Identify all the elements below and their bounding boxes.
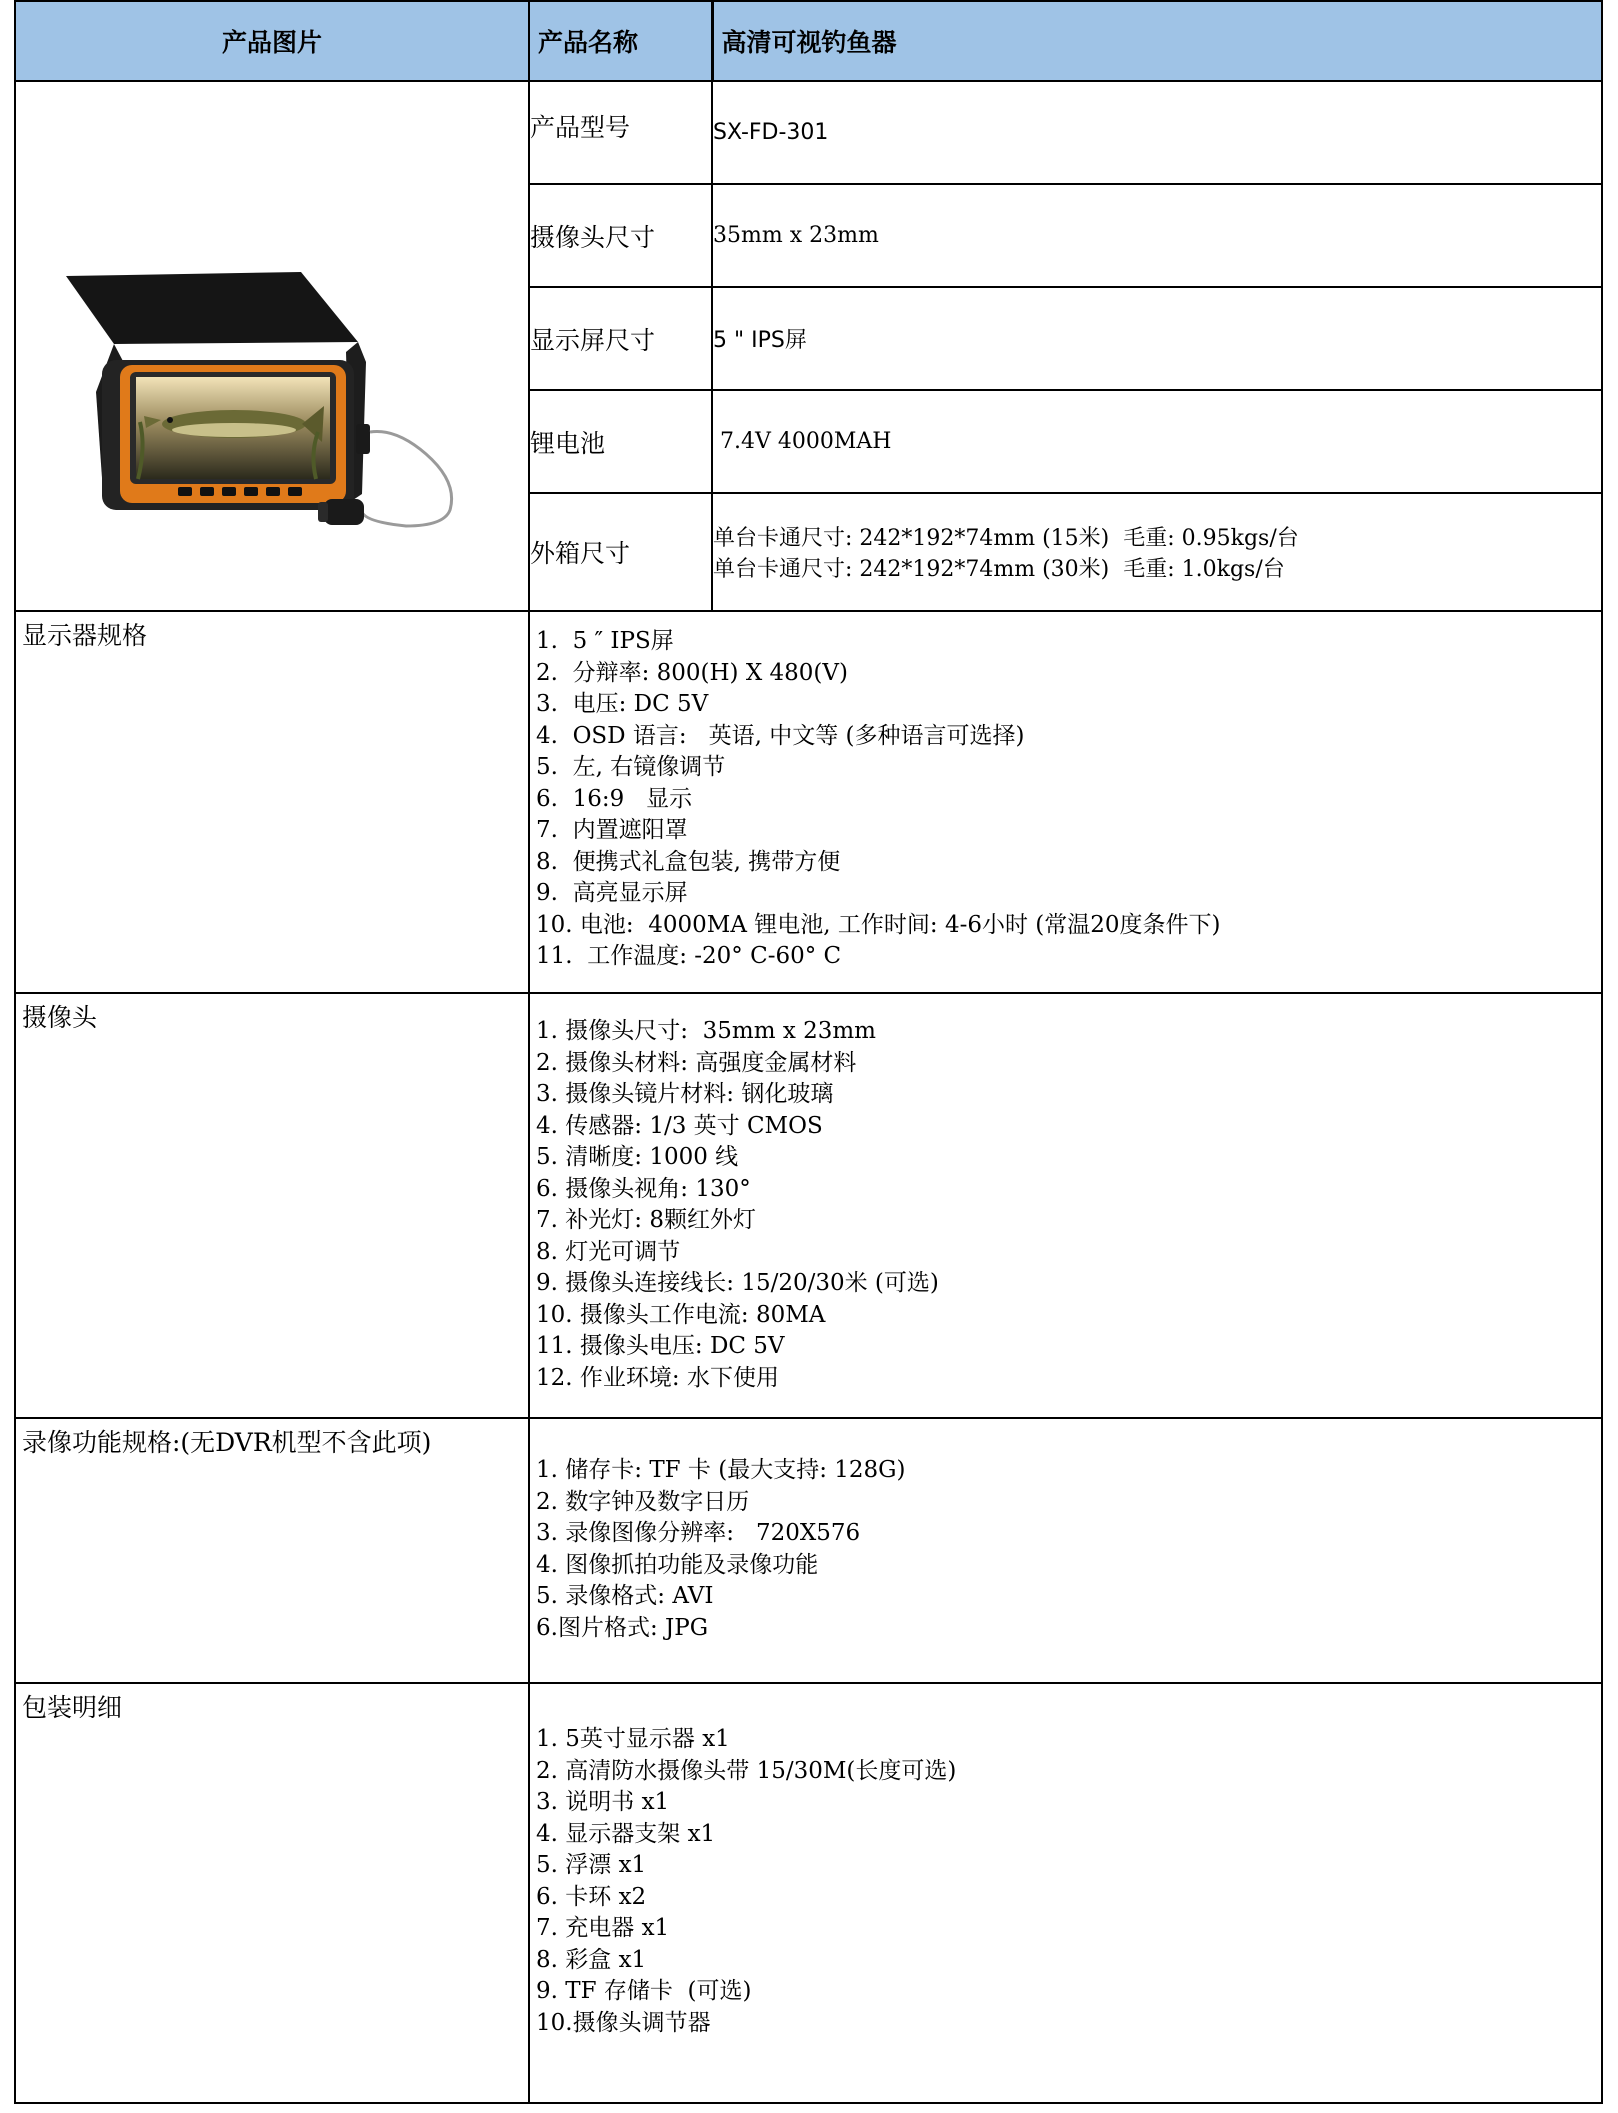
list-item: 2. 数字钟及数字日历 [536,1488,750,1515]
list-item: 4. OSD 语言: 英语, 中文等 (多种语言可选择) [536,722,1025,749]
section-title-packing: 包装明细 [15,1683,529,2103]
list-item: 3. 说明书 x1 [536,1789,670,1815]
box-size-line: 单台卡通尺寸: 242*192*74mm (15米) 毛重: 0.95kgs/台 [713,526,1299,551]
list-item: 3. 摄像头镜片材料: 钢化玻璃 [536,1081,834,1107]
list-item: 7. 充电器 x1 [536,1915,670,1941]
list-item: 5. 左, 右镜像调节 [536,754,726,780]
spec-sheet [14,0,1601,2104]
spec-value-camera-size: 35mm x 23mm [712,184,1602,287]
list-item: 6. 16:9 显示 [536,785,693,812]
list-item: 11. 摄像头电压: DC 5V [536,1333,785,1359]
spec-label-box-size: 外箱尺寸 [529,493,712,611]
list-item: 5. 录像格式: AVI [536,1583,714,1609]
list-item: 2. 高清防水摄像头带 15/30M(长度可选) [536,1757,957,1784]
spec-label-model: 产品型号 [529,81,712,184]
product-photo [66,192,486,532]
section-title-recording: 录像功能规格:(无DVR机型不含此项) [15,1418,529,1683]
list-item: 9. 高亮显示屏 [536,880,688,906]
list-item: 8. 便携式礼盒包装, 携带方便 [536,848,841,875]
section-title-display: 显示器规格 [15,611,529,993]
section-packing [15,1683,1602,2103]
spec-value-screen-size: 5 " IPS屏 [712,287,1602,390]
header-name-label: 产品名称 [529,1,712,81]
list-item: 6. 摄像头视角: 130° [536,1175,751,1202]
list-item: 6.图片格式: JPG [536,1614,709,1641]
section-list-recording [529,1418,1602,1683]
list-item: 7. 内置遮阳罩 [536,817,688,843]
section-list-display [529,611,1602,993]
section-title-camera: 摄像头 [15,993,529,1418]
box-size-line: 单台卡通尺寸: 242*192*74mm (30米) 毛重: 1.0kgs/台 [713,557,1285,582]
list-item: 6. 卡环 x2 [536,1883,647,1910]
list-item: 4. 显示器支架 x1 [536,1820,716,1847]
list-item: 9. TF 存储卡 (可选) [536,1978,752,2004]
list-item: 10. 电池: 4000MA 锂电池, 工作时间: 4-6小时 (常温20度条件下) [536,911,1221,938]
section-camera [15,993,1602,1418]
section-list-camera [529,993,1602,1418]
spec-table [14,0,1603,2104]
spec-row-model [15,81,1602,184]
list-item: 5. 清晰度: 1000 线 [536,1144,739,1170]
list-item: 3. 电压: DC 5V [536,691,709,717]
spec-label-screen-size: 显示屏尺寸 [529,287,712,390]
product-photo-cell [15,81,529,611]
list-item: 11. 工作温度: -20° C-60° C [536,943,842,969]
header-row [15,1,1602,81]
header-photo-label: 产品图片 [15,1,529,81]
list-item: 7. 补光灯: 8颗红外灯 [536,1207,756,1233]
section-list-packing [529,1683,1602,2103]
list-item: 10.摄像头调节器 [536,2009,711,2036]
section-recording [15,1418,1602,1683]
spec-value-battery: 7.4V 4000MAH [712,390,1602,493]
list-item: 8. 彩盒 x1 [536,1946,647,1973]
list-item: 12. 作业环境: 水下使用 [536,1364,779,1391]
list-item: 10. 摄像头工作电流: 80MA [536,1301,826,1328]
spec-value-model: SX-FD-301 [712,81,1602,184]
spec-label-battery: 锂电池 [529,390,712,493]
list-item: 5. 浮漂 x1 [536,1852,647,1878]
list-item: 9. 摄像头连接线长: 15/20/30米 (可选) [536,1270,939,1296]
spec-label-camera-size: 摄像头尺寸 [529,184,712,287]
list-item: 2. 分辩率: 800(H) X 480(V) [536,659,848,686]
header-name-value: 高清可视钓鱼器 [712,1,1602,81]
list-item: 3. 录像图像分辨率: 720X576 [536,1520,861,1546]
list-item: 1. 5 ″ IPS屏 [536,628,674,654]
list-item: 1. 摄像头尺寸: 35mm x 23mm [536,1018,876,1044]
list-item: 4. 传感器: 1/3 英寸 CMOS [536,1112,823,1139]
list-item: 4. 图像抓拍功能及录像功能 [536,1551,819,1578]
list-item: 1. 储存卡: TF 卡 (最大支持: 128G) [536,1457,906,1483]
list-item: 2. 摄像头材料: 高强度金属材料 [536,1049,857,1076]
list-item: 1. 5英寸显示器 x1 [536,1726,730,1752]
section-display [15,611,1602,993]
list-item: 8. 灯光可调节 [536,1238,681,1265]
spec-value-box-size [712,493,1602,611]
